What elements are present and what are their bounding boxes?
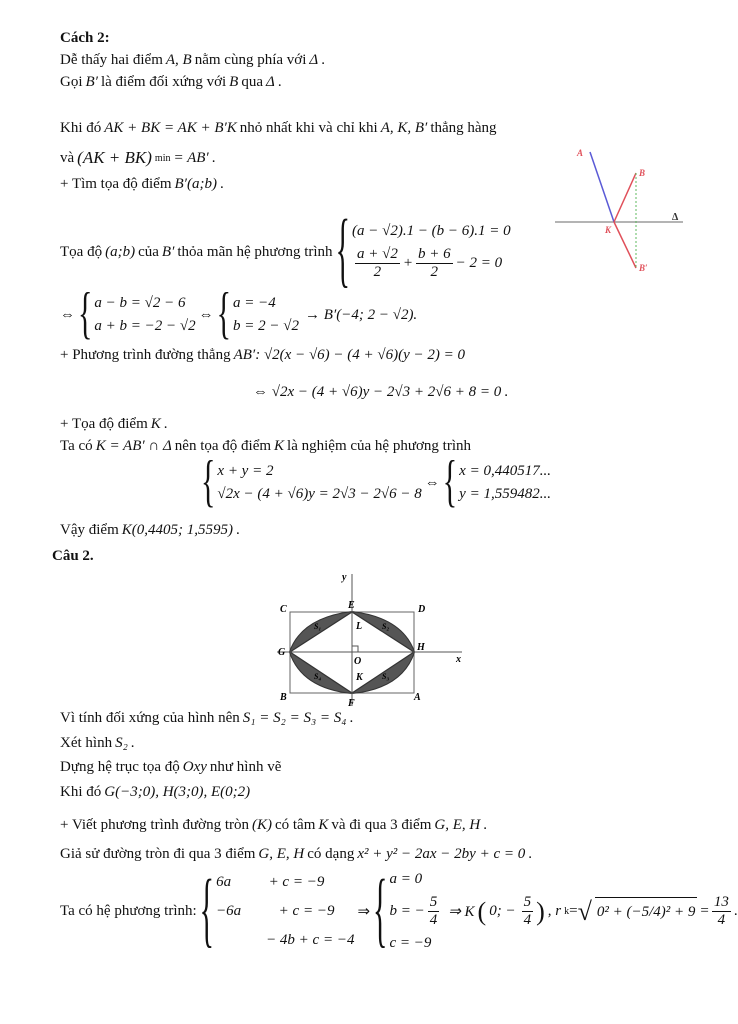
line	[60, 735, 135, 752]
text: + Viết phương trình đường tròn	[60, 817, 249, 833]
label-b: B	[280, 692, 287, 703]
line	[60, 863, 738, 957]
line	[250, 384, 508, 401]
math: b = −	[389, 903, 425, 919]
text: Khi đó	[60, 120, 102, 136]
radicand: 0² + (−5/4)² + 9	[595, 897, 698, 927]
math: 0; −	[489, 903, 516, 919]
line	[60, 817, 487, 834]
ellipse-figure	[272, 566, 472, 708]
numerator: 5	[429, 894, 438, 910]
text: .	[130, 735, 135, 751]
math: B′	[161, 243, 175, 260]
text: như hình vẽ	[209, 759, 282, 775]
label-o: O	[354, 656, 362, 667]
equation-system	[201, 450, 422, 514]
brace: {	[199, 863, 215, 957]
text: .	[504, 384, 508, 400]
equiv: ⇔	[198, 306, 214, 323]
text: là điểm đối xứng với	[100, 74, 227, 90]
text: Tọa độ	[60, 243, 103, 260]
heading-text: Câu 2.	[52, 548, 94, 564]
subscript: k	[564, 906, 570, 917]
equiv: ⇔	[60, 306, 75, 323]
line	[60, 282, 420, 346]
brace: {	[335, 204, 350, 297]
line	[60, 438, 471, 455]
math: G, E, H	[434, 817, 481, 833]
label-b-prime: B′	[639, 263, 648, 273]
equation: b = 2 − √2	[233, 318, 300, 334]
text: + Tọa độ điểm	[60, 416, 148, 432]
math: − 2 = 0	[455, 255, 503, 271]
text: và đi qua 3 điểm	[331, 817, 432, 833]
brace: {	[442, 450, 458, 514]
math: AB′: √2(x − √6) − (4 + √6)(y − 2) = 0	[233, 347, 466, 363]
math: A, B	[165, 52, 192, 68]
equation: (a − √2).1 − (b − 6).1 = 0	[351, 223, 511, 239]
text: .	[528, 846, 532, 862]
math: A, K, B′	[380, 120, 428, 136]
denominator: 2	[430, 264, 439, 280]
text: .	[349, 710, 354, 726]
math: = AB′	[173, 149, 209, 166]
label-a: A	[577, 148, 584, 158]
segment-kb	[614, 173, 636, 222]
line	[60, 846, 532, 863]
label-g: G	[278, 647, 286, 658]
equation: y = 1,559482...	[459, 486, 551, 502]
label-s1: S₁	[314, 622, 322, 631]
op: =	[569, 903, 578, 919]
line	[60, 176, 224, 193]
line	[60, 522, 240, 539]
math: → B′(−4; 2 − √2).	[305, 306, 418, 323]
math: G(−3;0), H(3;0), E(0;2)	[104, 784, 251, 800]
line	[60, 347, 468, 364]
math: B′(a;b)	[174, 176, 217, 192]
text: thẳng hàng	[430, 120, 497, 136]
equation-system	[335, 204, 511, 297]
math: S₂	[115, 735, 128, 751]
math: K = AB′ ∩ Δ	[95, 438, 172, 454]
label-l: L	[356, 621, 363, 632]
line	[60, 710, 353, 727]
right-angle-mark	[352, 646, 358, 652]
equation: a = −4	[233, 295, 276, 311]
text: Vì tính đối xứng của hình nên	[60, 710, 240, 726]
text: qua	[241, 74, 264, 90]
denominator: 2	[373, 264, 382, 280]
numerator: a + √2	[356, 246, 398, 262]
equation: √2x − (4 + √6)y = 2√3 − 2√6 − 8	[217, 486, 422, 502]
math: Oxy	[182, 759, 207, 775]
text: nhỏ nhất khi và chỉ khi	[239, 120, 378, 136]
line	[198, 450, 554, 514]
brace: {	[373, 863, 388, 957]
text: Dễ thấy hai điểm	[60, 52, 163, 68]
text: .	[733, 903, 738, 919]
text: có tâm	[274, 817, 316, 833]
text: + Phương trình đường thẳng	[60, 347, 231, 363]
text: .	[235, 522, 240, 538]
math: ⇔ √2x − (4 + √6)y − 2√3 + 2√6 + 8 = 0	[253, 384, 502, 400]
math: AK + BK = AK + B′K	[104, 120, 237, 136]
math: ⇒ K	[448, 904, 475, 920]
line	[60, 759, 281, 776]
label-k: K	[605, 225, 612, 235]
denominator: 4	[429, 912, 438, 928]
math: K	[274, 438, 285, 454]
label-x: x	[456, 654, 461, 665]
heading-cau-2	[52, 548, 94, 565]
equation: −6a + c = −9	[216, 903, 335, 919]
text: Ta có hệ phương trình:	[60, 903, 197, 919]
label-k: K	[356, 672, 363, 683]
equation-system	[78, 282, 196, 346]
text: có dạng	[307, 846, 355, 862]
math: K(0,4405; 1,5595)	[121, 522, 233, 538]
equiv: ⇔	[424, 474, 440, 491]
text: nằm cùng phía với	[194, 52, 307, 68]
label-s2: S₂	[382, 622, 390, 631]
text: Gọi	[60, 74, 83, 90]
brace: {	[78, 282, 93, 346]
reflection-figure	[555, 140, 690, 280]
brace: {	[216, 282, 232, 346]
segment-kb-prime	[614, 222, 636, 268]
text: .	[321, 52, 325, 68]
equation	[352, 243, 511, 284]
equation: a − b = √2 − 6	[94, 295, 186, 311]
line	[60, 74, 282, 91]
equation-system	[199, 863, 355, 957]
heading-text: Cách 2:	[60, 30, 110, 46]
segment-ak	[590, 152, 614, 222]
label-s3: S₃	[382, 672, 390, 681]
equation: x + y = 2	[217, 463, 274, 479]
text: Vậy điểm	[60, 522, 119, 538]
math: G, E, H	[258, 846, 305, 862]
text: .	[483, 817, 487, 833]
label-c: C	[280, 604, 287, 615]
line	[60, 416, 168, 433]
label-delta: Δ	[672, 212, 679, 223]
math: , r	[547, 903, 562, 919]
math: x² + y² − 2ax − 2by + c = 0	[357, 846, 526, 862]
text: thỏa mãn hệ phương trình	[177, 243, 333, 260]
text: .	[277, 74, 282, 90]
label-s4: S₄	[314, 672, 322, 681]
math: Δ	[309, 52, 319, 68]
equation: a = 0	[389, 871, 423, 887]
line	[60, 204, 514, 297]
line	[60, 784, 253, 801]
text: và	[60, 149, 75, 166]
numerator: 13	[713, 894, 729, 910]
math: (a;b)	[105, 243, 136, 260]
equation: − 4b + c = −4	[266, 932, 355, 948]
equation	[389, 891, 442, 932]
denominator: 4	[717, 912, 726, 928]
text: Khi đó	[60, 784, 102, 800]
implies: ⇒	[357, 904, 371, 920]
text: nên tọa độ điểm	[174, 438, 272, 454]
equation: c = −9	[389, 935, 432, 951]
subscript: min	[154, 152, 171, 164]
text: là nghiệm của hệ phương trình	[287, 438, 471, 454]
text: Ta có	[60, 438, 93, 454]
equation-system	[373, 863, 442, 957]
equation: 6a + c = −9	[216, 874, 325, 890]
math: B	[229, 74, 239, 90]
text: .	[163, 416, 168, 432]
math: K	[150, 416, 161, 432]
text: .	[219, 176, 224, 192]
text: .	[211, 149, 216, 166]
label-y: y	[342, 572, 347, 583]
line	[60, 148, 215, 168]
text: Dựng hệ trục tọa độ	[60, 759, 180, 775]
label-a: A	[414, 692, 421, 703]
text: Giả sử đường tròn đi qua 3 điểm	[60, 846, 256, 862]
label-b: B	[639, 168, 646, 178]
paren: (	[477, 896, 487, 926]
label-f: F	[348, 698, 355, 709]
numerator: 5	[523, 894, 532, 910]
text: + Tìm tọa độ điểm	[60, 176, 172, 192]
math: Δ	[266, 74, 275, 90]
label-h: H	[417, 642, 425, 653]
math: (K)	[251, 817, 272, 833]
sqrt-sign: √	[577, 896, 592, 926]
equation-system	[442, 450, 551, 514]
numerator: b + 6	[417, 246, 451, 262]
text: Xét hình	[60, 735, 113, 751]
equation: a + b = −2 − √2	[94, 318, 196, 334]
text: của	[138, 243, 159, 260]
line	[60, 52, 325, 69]
op: =	[700, 903, 709, 919]
brace: {	[201, 450, 216, 514]
denominator: 4	[523, 912, 532, 928]
line	[60, 120, 497, 137]
math: B′	[85, 74, 98, 90]
label-d: D	[418, 604, 426, 615]
heading-cach-2	[60, 30, 110, 47]
op: +	[402, 255, 413, 271]
math: K	[318, 817, 329, 833]
equation: x = 0,440517...	[459, 463, 551, 479]
math: (AK + BK)	[77, 148, 152, 167]
equation-system	[216, 282, 300, 346]
label-e: E	[348, 600, 355, 611]
math: S₁ = S₂ = S₃ = S₄	[242, 710, 347, 726]
paren: )	[536, 896, 545, 926]
